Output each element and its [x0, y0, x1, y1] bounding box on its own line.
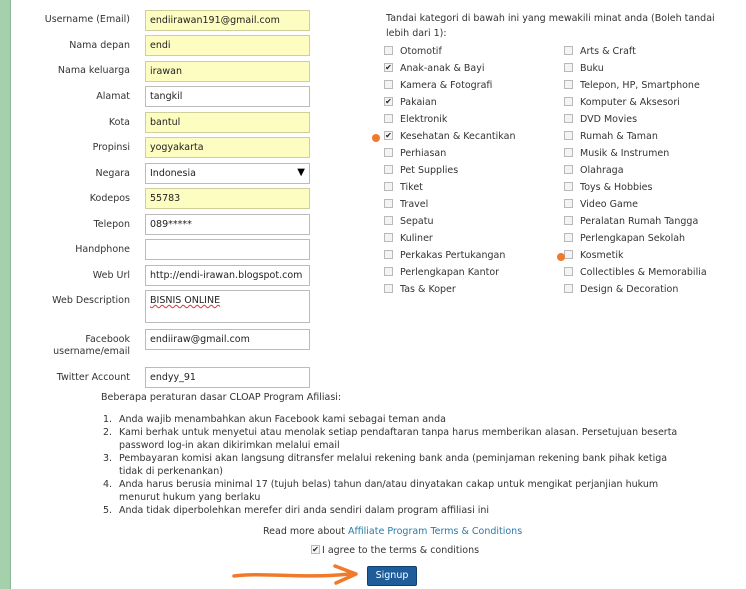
category-label: Kesehatan & Kecantikan: [400, 131, 516, 142]
left-border-line: [10, 0, 11, 589]
category-label: Kamera & Fotografi: [400, 80, 493, 91]
category-checkbox[interactable]: [384, 182, 393, 191]
category-item[interactable]: [384, 62, 484, 76]
category-checkbox[interactable]: [384, 284, 393, 293]
category-label: Video Game: [580, 199, 638, 210]
category-checkbox[interactable]: ✔: [385, 63, 392, 72]
rule-text: Anda tidak diperbolehkan merefer diri anda sendiri dalam program affiliasi ini: [119, 505, 490, 516]
read-more-line: [263, 526, 522, 537]
input-value: http://endi-irawan.blogspot.com: [150, 270, 303, 281]
category-label: Otomotif: [400, 46, 442, 57]
field-label: Nama keluarga: [57, 65, 130, 76]
rule-number: 2.: [103, 427, 113, 438]
category-checkbox[interactable]: [564, 46, 573, 55]
category-checkbox[interactable]: ✔: [385, 131, 392, 140]
rule-number: 5.: [103, 505, 113, 516]
terms-link[interactable]: Affiliate Program Terms & Conditions: [347, 526, 523, 537]
field-label: Handphone: [75, 244, 130, 255]
category-item[interactable]: [564, 113, 637, 127]
rule-item: [103, 478, 693, 504]
category-item[interactable]: [384, 130, 515, 144]
category-item[interactable]: [564, 198, 638, 212]
category-checkbox[interactable]: [384, 233, 393, 242]
category-checkbox[interactable]: [384, 114, 393, 123]
web-description-textarea[interactable]: [145, 290, 310, 323]
text-input[interactable]: [145, 188, 310, 209]
category-label: Tiket: [400, 182, 423, 193]
annotation-dot: [557, 253, 565, 261]
category-label: Perkakas Pertukangan: [400, 250, 506, 261]
input-value: irawan: [150, 66, 182, 77]
category-item[interactable]: [384, 249, 505, 263]
rule-item: [103, 504, 693, 517]
category-item[interactable]: [384, 164, 458, 178]
category-label: Collectibles & Memorabilia: [580, 267, 707, 278]
category-item[interactable]: [564, 96, 680, 110]
agree-row[interactable]: [311, 545, 479, 556]
input-value: yogyakarta: [150, 142, 204, 153]
category-label: Anak-anak & Bayi: [400, 63, 485, 74]
category-label: Perlengkapan Sekolah: [580, 233, 686, 244]
category-label: Design & Decoration: [580, 284, 679, 295]
category-item[interactable]: [564, 232, 685, 246]
category-checkbox[interactable]: [384, 46, 393, 55]
category-label: Peralatan Rumah Tangga: [580, 216, 699, 227]
read-more-text: Read more about: [263, 526, 345, 537]
input-value: endyy_91: [150, 372, 196, 383]
input-value: Indonesia: [150, 168, 196, 179]
category-label: Travel: [400, 199, 429, 210]
category-item[interactable]: [564, 266, 707, 280]
rule-item: [103, 426, 693, 452]
field-label: Alamat: [96, 91, 130, 102]
field-label: Web Url: [92, 270, 130, 281]
category-item[interactable]: [384, 232, 433, 246]
category-intro: Tandai kategori di bawah ini yang mewakili minat anda (Boleh tandai lebih dari 1):: [386, 13, 715, 39]
field-label: Propinsi: [92, 142, 130, 153]
category-checkbox[interactable]: [564, 216, 573, 225]
text-input[interactable]: [145, 86, 310, 107]
category-checkbox[interactable]: ✔: [385, 97, 392, 106]
category-label: Elektronik: [400, 114, 448, 125]
category-checkbox[interactable]: [384, 165, 393, 174]
category-item[interactable]: [564, 181, 652, 195]
category-label: Pet Supplies: [400, 165, 459, 176]
field-label: Kodepos: [89, 193, 130, 204]
category-label: Telepon, HP, Smartphone: [580, 80, 700, 91]
category-label: Rumah & Taman: [580, 131, 658, 142]
category-checkbox[interactable]: [384, 199, 393, 208]
rule-text: Kami berhak untuk menyetui atau menolak setiap pendaftaran tanpa harus memberikan alasan. Persetujuan beserta password log-in akan dikirimkan melalui email: [119, 427, 678, 451]
category-label: Musik & Instrumen: [580, 148, 670, 159]
category-checkbox[interactable]: [564, 165, 573, 174]
input-value: endiirawan191@gmail.com: [150, 15, 280, 26]
rule-number: 4.: [103, 479, 113, 490]
annotation-arrow-icon: [232, 563, 362, 589]
input-value: 089*****: [150, 219, 192, 230]
left-border-strip: [0, 0, 10, 589]
input-value: BISNIS ONLINE: [150, 295, 221, 306]
agree-label: I agree to the terms & conditions: [322, 545, 480, 556]
category-label: Pakaian: [400, 97, 437, 108]
field-label: Negara: [95, 168, 130, 179]
category-item[interactable]: [564, 147, 669, 161]
input-value: tangkil: [150, 91, 183, 102]
field-label: Web Description: [52, 295, 130, 306]
category-label: Kuliner: [400, 233, 433, 244]
rule-item: [103, 452, 693, 478]
category-checkbox[interactable]: [564, 267, 573, 276]
category-item[interactable]: [564, 164, 624, 178]
text-input[interactable]: [145, 137, 310, 158]
input-value: 55783: [150, 193, 181, 204]
category-item[interactable]: [564, 79, 700, 93]
category-label: Tas & Koper: [400, 284, 456, 295]
category-label: Buku: [580, 63, 604, 74]
category-checkbox[interactable]: [564, 97, 573, 106]
category-checkbox[interactable]: [564, 199, 573, 208]
category-checkbox[interactable]: [384, 80, 393, 89]
rule-text: Anda wajib menambahkan akun Facebook kami sebagai teman anda: [119, 414, 446, 425]
category-item[interactable]: [384, 283, 456, 297]
category-item[interactable]: [384, 181, 423, 195]
category-checkbox[interactable]: [384, 148, 393, 157]
category-checkbox[interactable]: [564, 148, 573, 157]
category-item[interactable]: [384, 147, 446, 161]
rule-item: [103, 413, 693, 426]
category-label: Olahraga: [580, 165, 624, 176]
rule-text: Anda harus berusia minimal 17 (tujuh belas) tahun dan/atau dinyatakan cakap untuk mengikat perjanjian hukum menurut hukum yang berlaku: [119, 479, 659, 503]
category-checkbox[interactable]: [384, 250, 393, 259]
category-item[interactable]: [384, 79, 492, 93]
category-checkbox[interactable]: [564, 233, 573, 242]
text-input[interactable]: [145, 112, 310, 133]
category-item[interactable]: [384, 198, 428, 212]
category-item[interactable]: [564, 62, 604, 76]
text-input[interactable]: [145, 61, 310, 82]
text-input[interactable]: [145, 367, 310, 388]
field-label: Facebook username/email: [53, 334, 130, 357]
input-value: bantul: [150, 117, 181, 128]
category-item[interactable]: [384, 96, 437, 110]
signup-button[interactable]: Signup: [367, 566, 417, 586]
rule-text: Pembayaran komisi akan langsung ditransfer melalui rekening bank anda (peminjaman rekening bank pihak ketiga tidak di perkenankan): [119, 453, 668, 477]
category-item[interactable]: [564, 249, 623, 263]
category-item[interactable]: [564, 130, 658, 144]
annotation-dot: [372, 134, 380, 142]
text-input[interactable]: [145, 35, 310, 56]
category-item[interactable]: [564, 283, 678, 297]
rules-title: Beberapa peraturan dasar CLOAP Program Afiliasi:: [101, 392, 342, 403]
category-label: Komputer & Aksesori: [580, 97, 680, 108]
category-label: DVD Movies: [580, 114, 638, 125]
category-label: Perlengkapan Kantor: [400, 267, 500, 278]
category-checkbox[interactable]: [564, 284, 573, 293]
category-item[interactable]: [384, 266, 499, 280]
category-item[interactable]: [384, 113, 447, 127]
text-input[interactable]: [145, 239, 310, 260]
category-label: Arts & Craft: [580, 46, 636, 57]
category-checkbox[interactable]: [564, 63, 573, 72]
input-value: endiiraw@gmail.com: [150, 334, 250, 345]
field-label: Twitter Account: [56, 372, 130, 383]
category-checkbox[interactable]: [384, 267, 393, 276]
rule-number: 3.: [103, 453, 113, 464]
category-label: Kosmetik: [580, 250, 624, 261]
category-label: Perhiasan: [400, 148, 447, 159]
category-item[interactable]: [564, 215, 698, 229]
field-label: Telepon: [93, 219, 130, 230]
country-select[interactable]: [145, 163, 310, 184]
category-label: Sepatu: [400, 216, 434, 227]
category-checkbox[interactable]: [564, 114, 573, 123]
field-label: Kota: [108, 117, 130, 128]
category-item[interactable]: [384, 45, 442, 59]
category-checkbox[interactable]: [564, 250, 573, 259]
agree-checkbox[interactable]: ✔: [312, 545, 319, 554]
dropdown-arrow-icon[interactable]: ▼: [297, 167, 305, 178]
category-item[interactable]: [564, 45, 636, 59]
text-input[interactable]: [145, 214, 310, 235]
text-input[interactable]: [145, 265, 310, 286]
rule-number: 1.: [103, 414, 113, 425]
category-item[interactable]: [384, 215, 433, 229]
category-checkbox[interactable]: [564, 182, 573, 191]
category-checkbox[interactable]: [564, 131, 573, 140]
field-label: Username (Email): [44, 14, 130, 25]
text-input[interactable]: [145, 10, 310, 31]
field-label: Nama depan: [69, 40, 130, 51]
rules-list: [103, 413, 693, 517]
category-checkbox[interactable]: [384, 216, 393, 225]
text-input[interactable]: [145, 329, 310, 350]
input-value: endi: [150, 40, 171, 51]
category-checkbox[interactable]: [564, 80, 573, 89]
category-label: Toys & Hobbies: [580, 182, 653, 193]
